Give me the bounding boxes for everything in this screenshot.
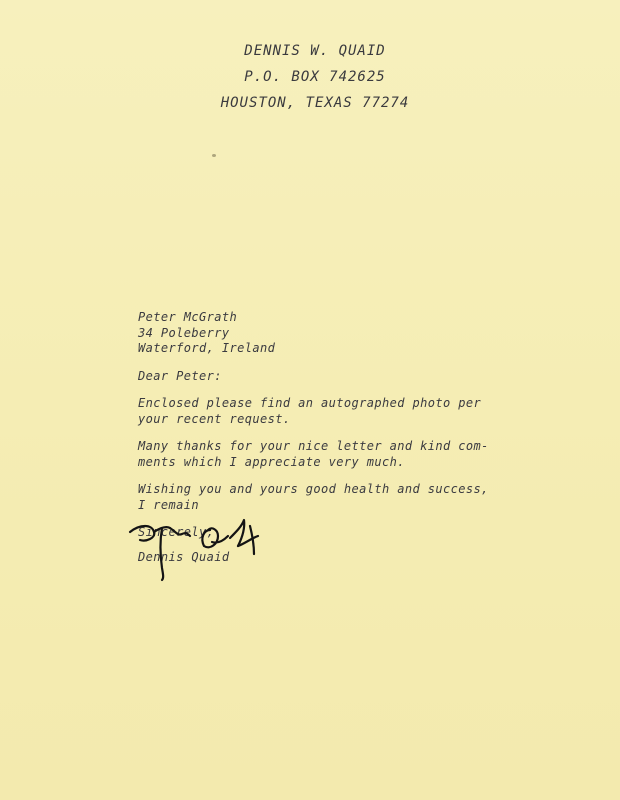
- typed-signer-name: Dennis Quaid: [138, 550, 230, 564]
- signature-block: [126, 514, 276, 584]
- letterhead: [200, 38, 430, 116]
- recipient-name: Peter McGrath: [138, 310, 238, 324]
- paragraph-1-line-2: your recent request.: [138, 411, 291, 426]
- recipient-city: Waterford, Ireland: [138, 341, 276, 355]
- paragraph-3-line-2: I remain: [138, 497, 199, 512]
- handwritten-signature: [126, 514, 276, 584]
- letterhead-po-box: P.O. BOX 742625: [244, 69, 386, 85]
- recipient-street: 34 Poleberry: [138, 325, 230, 340]
- paragraph-3-line-1: Wishing you and yours good health and success,: [138, 482, 489, 496]
- letter-body: [138, 310, 498, 541]
- salutation: Dear Peter:: [138, 368, 222, 383]
- paragraph-2-line-2: ments which I appreciate very much.: [138, 454, 405, 469]
- paragraph-2-line-1: Many thanks for your nice letter and kind com-: [138, 439, 489, 453]
- paper-speck: [212, 154, 216, 157]
- paragraph-1-line-1: Enclosed please find an autographed photo per: [138, 396, 482, 410]
- letterhead-city: HOUSTON, TEXAS 77274: [220, 95, 410, 111]
- closing: Sincerely,: [138, 525, 215, 539]
- letterhead-name: DENNIS W. QUAID: [244, 43, 386, 59]
